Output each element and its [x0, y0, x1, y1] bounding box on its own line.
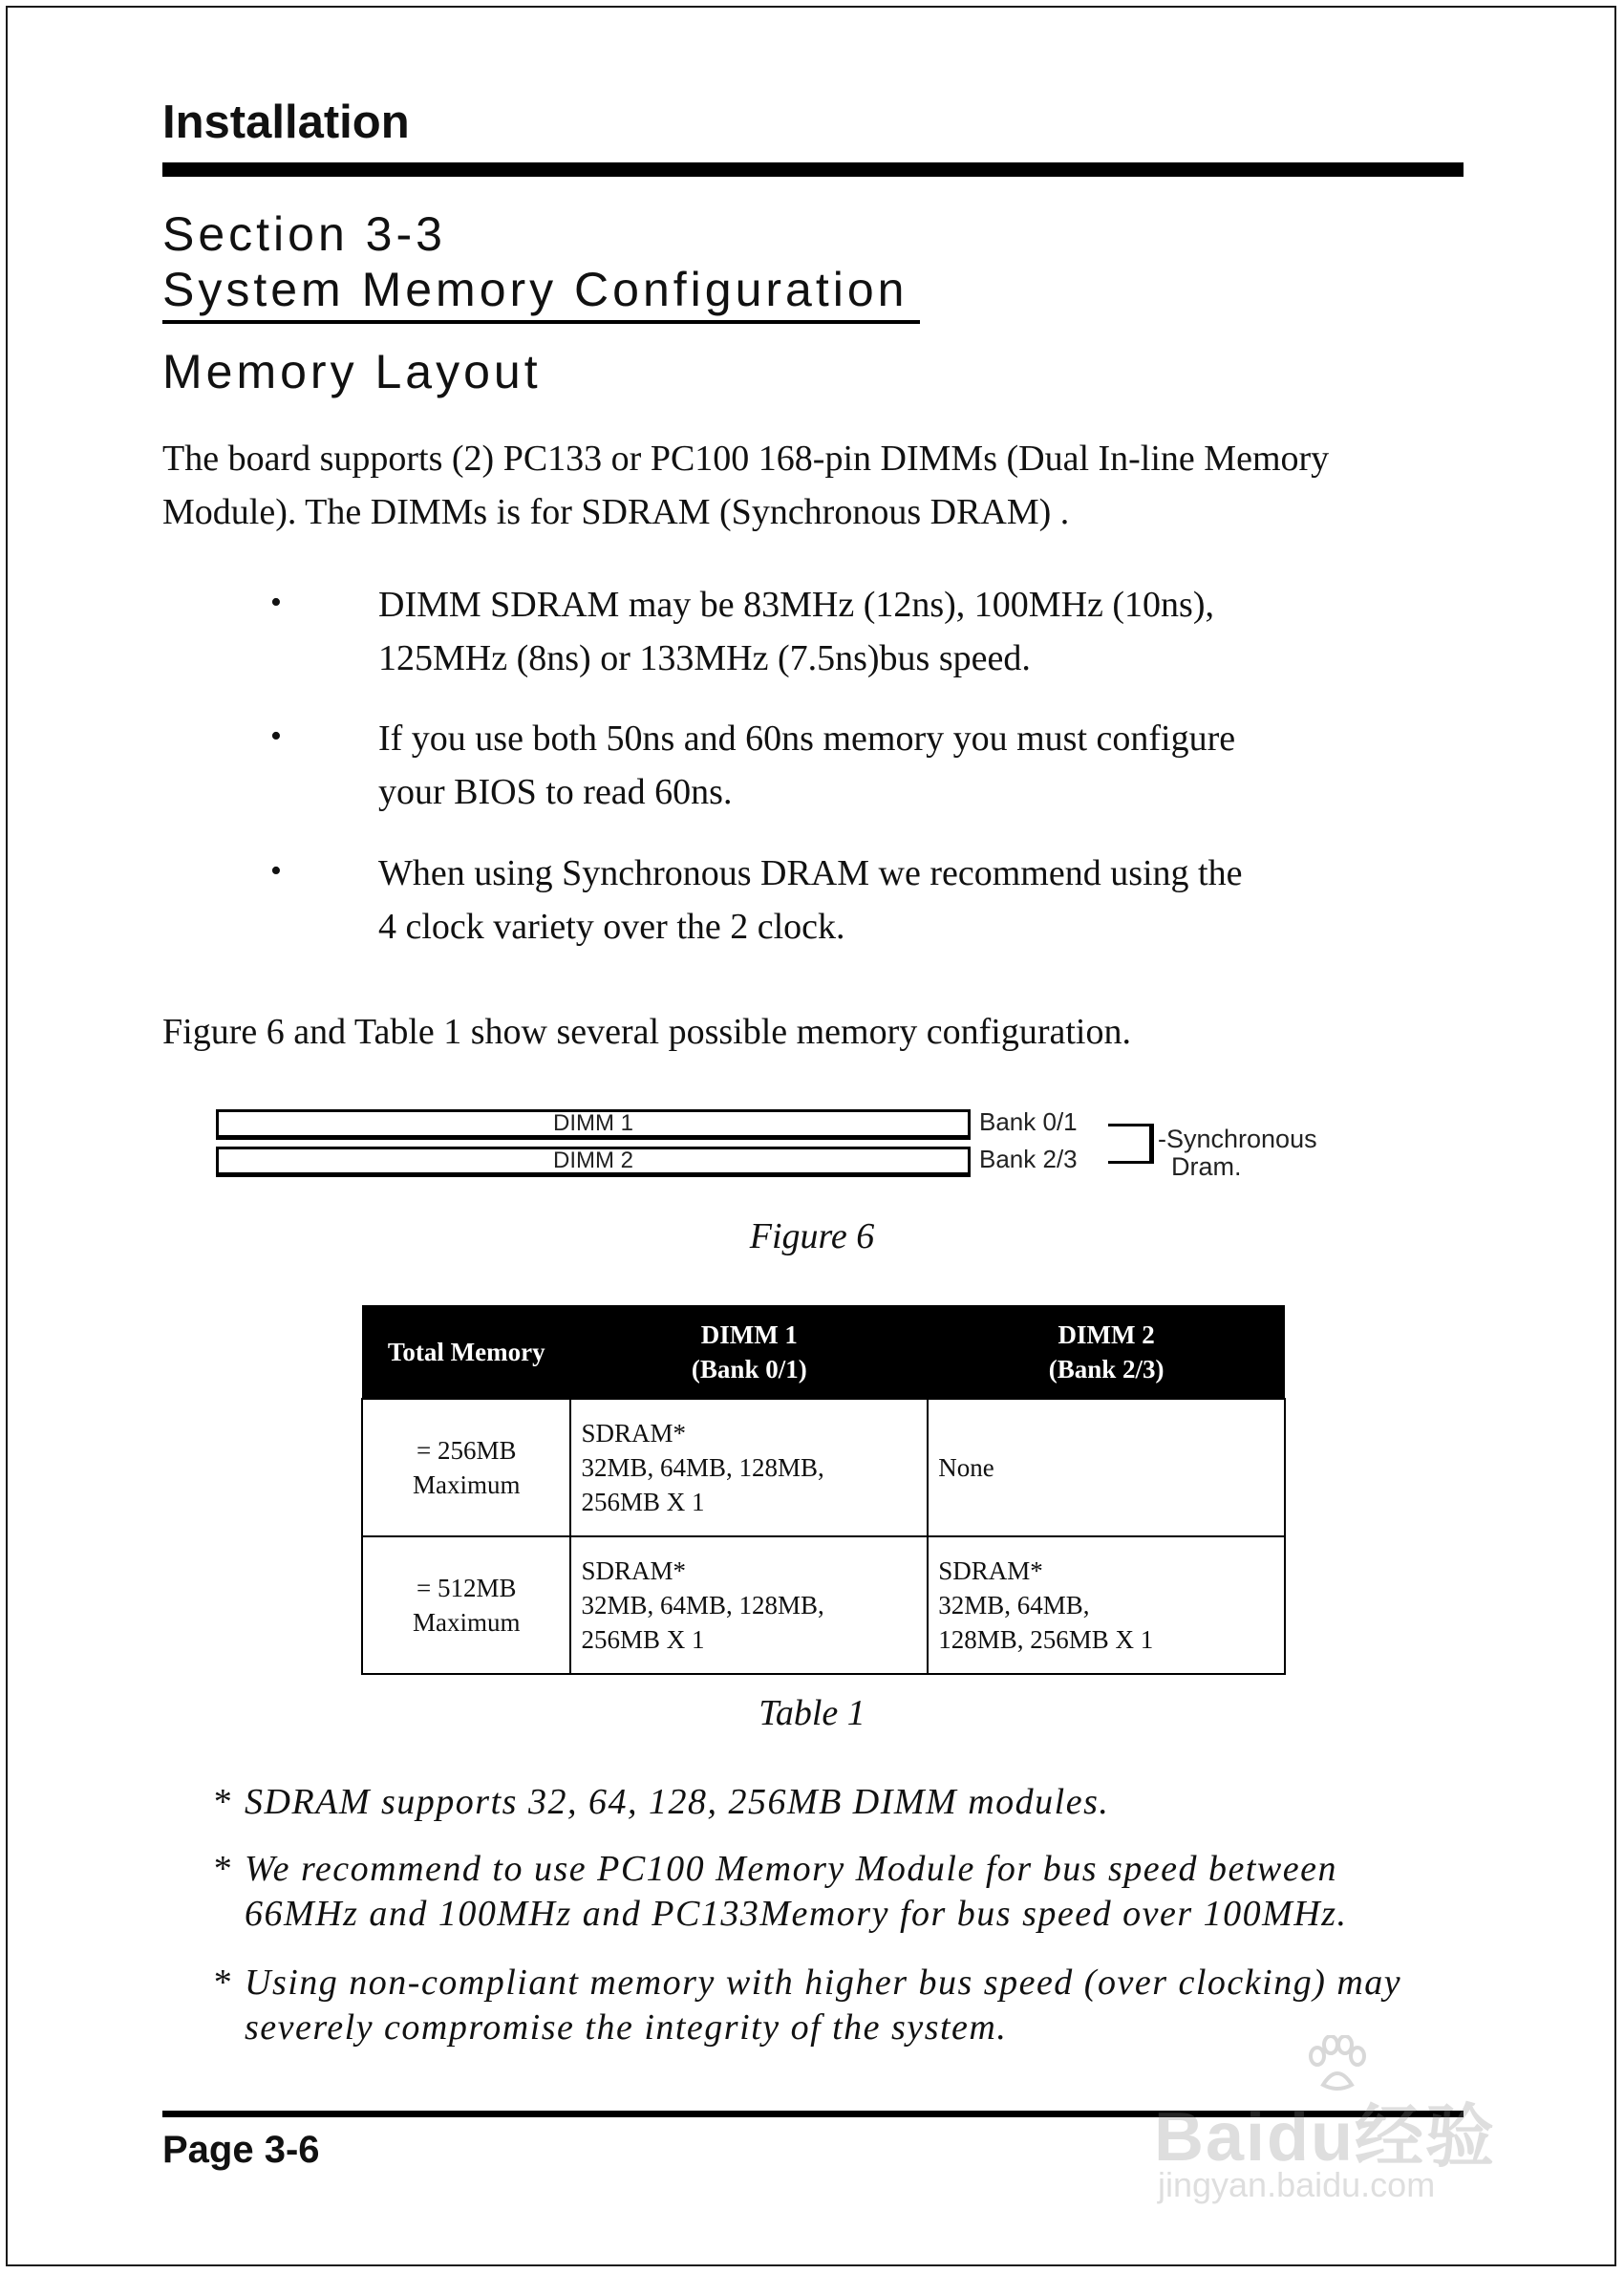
bullet-line: 125MHz (8ns) or 133MHz (7.5ns)bus speed. — [378, 638, 1031, 678]
table-row — [362, 1536, 1285, 1674]
bracket — [1149, 1124, 1154, 1164]
dimm-2-slot: DIMM 2 — [216, 1147, 971, 1177]
subsection-title: Memory Layout — [162, 345, 542, 398]
baidu-watermark — [1154, 2035, 1536, 2207]
table-header-dimm1: DIMM 1 (Bank 0/1) — [570, 1305, 928, 1399]
table-caption: Table 1 — [759, 1693, 865, 1733]
footnote-star: * — [212, 1782, 232, 1822]
footnote-star: * — [212, 1849, 232, 1889]
memory-table — [361, 1305, 1286, 1675]
bullet-item — [378, 847, 1334, 954]
section-title: System Memory Configuration — [162, 263, 908, 316]
table-row — [362, 1399, 1285, 1536]
footnote-line: 66MHz and 100MHz and PC133Memory for bus speed over 100MHz. — [245, 1894, 1348, 1934]
section-number: Section 3-3 — [162, 207, 446, 261]
table-cell-total: = 512MB Maximum — [362, 1536, 570, 1674]
section-title-underline — [162, 320, 920, 324]
bullet-item — [378, 712, 1334, 819]
bracket-line — [1108, 1161, 1152, 1164]
footnote — [212, 1780, 1492, 1825]
bracket-line — [1108, 1124, 1152, 1126]
footnote-line: SDRAM supports 32, 64, 128, 256MB DIMM modules. — [245, 1782, 1110, 1822]
page-number: Page 3-6 — [162, 2129, 320, 2171]
bank-label: Bank 0/1 — [979, 1107, 1078, 1136]
dimm-1-slot: DIMM 1 — [216, 1109, 971, 1140]
intro-paragraph — [162, 432, 1404, 539]
figure-caption: Figure 6 — [749, 1216, 875, 1256]
footnote-line: severely compromise the integrity of the system. — [245, 2007, 1008, 2048]
bank-label: Bank 2/3 — [979, 1145, 1078, 1173]
footnote-line: We recommend to use PC100 Memory Module for bus speed between — [245, 1849, 1338, 1889]
bullet-marker: • — [270, 719, 282, 754]
table-cell-dimm2: SDRAM* 32MB, 64MB, 128MB, 256MB X 1 — [928, 1536, 1285, 1674]
intro-line: The board supports (2) PC133 or PC100 168-pin DIMMs (Dual In-line Memory — [162, 439, 1330, 479]
bracket-label-line: Dram. — [1171, 1152, 1242, 1181]
header-rule — [162, 162, 1464, 177]
bullet-line: When using Synchronous DRAM we recommend using the — [378, 853, 1243, 893]
bullet-line: If you use both 50ns and 60ns memory you must configure — [378, 719, 1236, 759]
synchronous-dram-label — [1158, 1126, 1317, 1181]
table-header-total: Total Memory — [362, 1305, 570, 1399]
table-cell-dimm1: SDRAM* 32MB, 64MB, 128MB, 256MB X 1 — [570, 1399, 928, 1536]
chapter-header: Installation — [162, 97, 410, 148]
bullet-line: your BIOS to read 60ns. — [378, 772, 733, 812]
bullet-line: DIMM SDRAM may be 83MHz (12ns), 100MHz (10ns), — [378, 585, 1215, 625]
bullet-marker: • — [270, 853, 282, 889]
footnote — [212, 1847, 1492, 1937]
footnote-star: * — [212, 1963, 232, 2003]
table-cell-total: = 256MB Maximum — [362, 1399, 570, 1536]
bullet-line: 4 clock variety over the 2 clock. — [378, 907, 845, 947]
table-header-row — [362, 1305, 1285, 1399]
footnote-line: Using non-compliant memory with higher bus speed (over clocking) may — [245, 1963, 1402, 2003]
figure-intro: Figure 6 and Table 1 show several possible memory configuration. — [162, 1012, 1131, 1052]
watermark-url: jingyan.baidu.com — [1158, 2165, 1436, 2204]
table-cell-dimm2: None — [928, 1399, 1285, 1536]
watermark-brand: Baidu经验 — [1154, 2099, 1497, 2176]
bracket-label-line: -Synchronous — [1158, 1125, 1317, 1153]
bullet-item — [378, 578, 1334, 685]
table-cell-dimm1: SDRAM* 32MB, 64MB, 128MB, 256MB X 1 — [570, 1536, 928, 1674]
table-header-dimm2: DIMM 2 (Bank 2/3) — [928, 1305, 1285, 1399]
bullet-marker: • — [270, 585, 282, 620]
intro-line: Module). The DIMMs is for SDRAM (Synchronous DRAM) . — [162, 492, 1070, 532]
